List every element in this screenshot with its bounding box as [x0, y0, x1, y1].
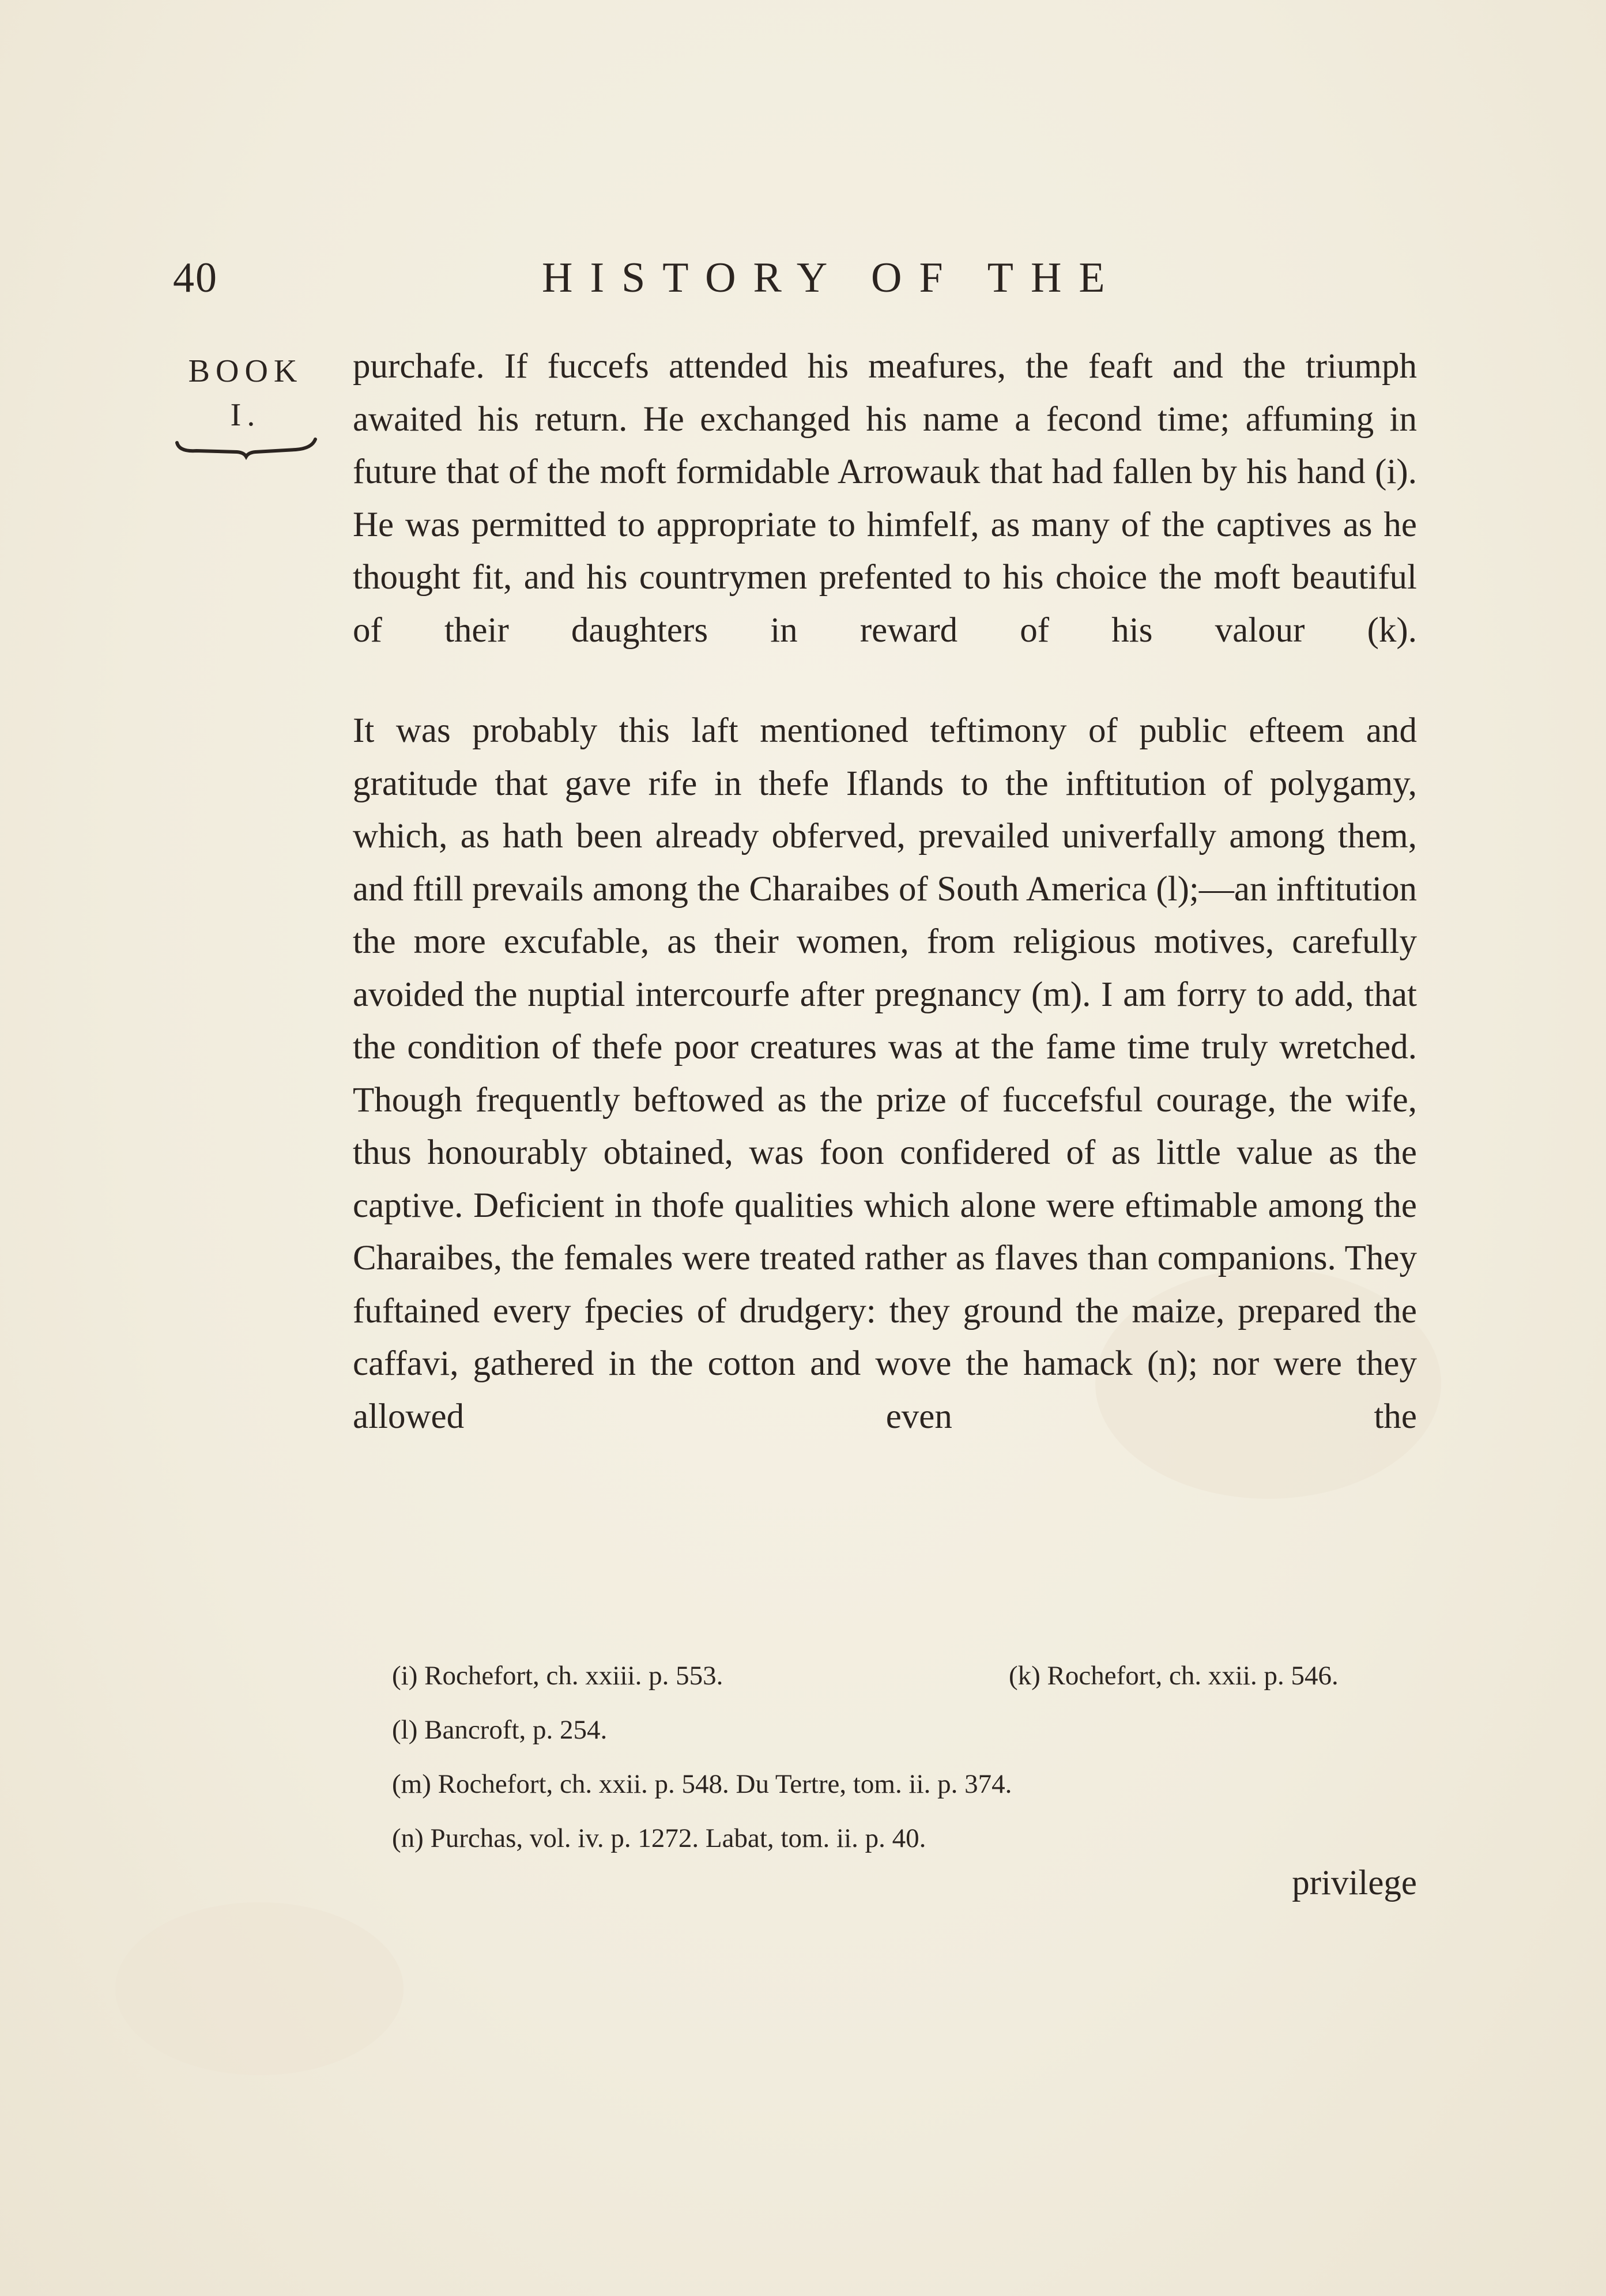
paragraph: It was probably this laft mentioned teftimony of public efteem and gratitude that gave rife in thefe Iflands to the inftitution of polygamy, which, as hath been already obferved, prevailed univerfally among them, and ftill prevails among the Charaibes of South America (l);—an inftitution the more excufable, as their women, from religious motives, carefully avoided the nuptial intercourfe after pregnancy (m). I am forry to add, that the condition of thefe poor creatures was at the fame time truly wretched. Though frequently beftowed as the prize of fuccefsful courage, the wife, thus honourably obtained, was foon confidered of as little value as the captive. Deficient in thofe qualities which alone were eftimable among the Charaibes, the females were treated rather as flaves than companions. They fuftained every fpecies of drudgery: they ground the maize, prepared the caffavi, gathered in the cotton and wove the hamack (n); nor were they allowed even the: [353, 711, 1417, 1436]
footnote-row: [392, 1757, 1430, 1811]
footnote-i: (i) Rochefort, ch. xxiii. p. 553.: [392, 1661, 723, 1691]
margin-note: [171, 349, 321, 460]
margin-book-label: BOOK: [188, 353, 303, 389]
paper-stain: [115, 1902, 404, 2075]
footnote-row: [392, 1811, 1430, 1865]
footnote-row: [392, 1703, 1430, 1757]
page-number: 40: [173, 254, 218, 301]
brace-ornament-icon: [174, 437, 318, 460]
paragraph: purchafe. If fuccefs attended his meafures, the feaft and the triumph awaited his return. He exchanged his name a fecond time; affuming in future that of the moft formidable Arrowauk that had fallen by his hand (i). He was permitted to appropriate to himfelf, as many of the captives as he thought fit, and his countrymen prefented to his choice the moft beautiful of their daughters in reward of his valour (k).: [353, 347, 1417, 650]
footnotes: [392, 1649, 1430, 1865]
running-head: HISTORY OF THE: [542, 254, 1122, 301]
footnote-l: (l) Bancroft, p. 254.: [392, 1715, 608, 1745]
footnote-n: (n) Purchas, vol. iv. p. 1272. Labat, tom. ii. p. 40.: [392, 1823, 926, 1853]
footnote-m: (m) Rochefort, ch. xxii. p. 548. Du Tertre, tom. ii. p. 374.: [392, 1769, 1012, 1799]
main-text: [353, 340, 1417, 1443]
margin-volume-label: I.: [230, 397, 261, 433]
catchword: privilege: [1292, 1864, 1417, 1902]
footnote-row: [392, 1649, 1430, 1703]
footnote-k: (k) Rochefort, ch. xxii. p. 546.: [1009, 1661, 1339, 1691]
page-header: [173, 254, 1430, 317]
